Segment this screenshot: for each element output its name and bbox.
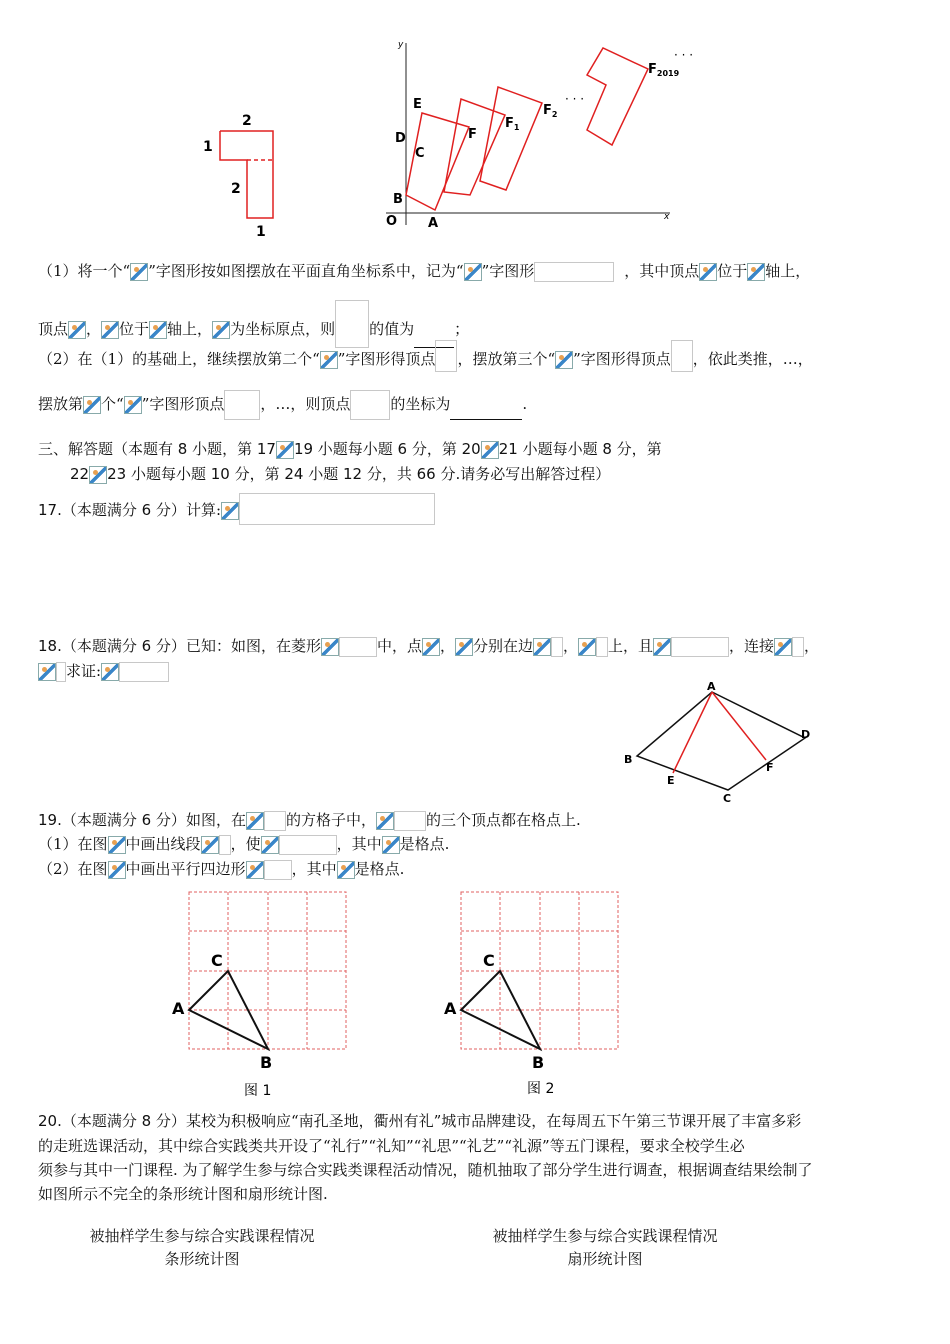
q16-line1: （1）将一个“ ”字图形按如图摆放在平面直角坐标系中，记为“ ”字图形 ，其中顶点 位于 轴上， [38, 262, 811, 280]
formula-box [56, 662, 66, 682]
dots-1: · · · [565, 92, 585, 106]
formula-box [534, 262, 614, 282]
image-icon [747, 263, 765, 281]
section3-header-line1: 三、解答题（本题有 8 小题，第 17 19 小题每小题 6 分，第 20 21 小题每小题 8 分，第 [38, 440, 662, 458]
shape-label-top: 2 [242, 113, 252, 129]
image-icon [246, 812, 264, 830]
image-icon [578, 638, 596, 656]
dots-2: · · · [674, 48, 694, 62]
label-B: B [393, 192, 403, 207]
image-icon [108, 836, 126, 854]
formula-box [219, 835, 231, 855]
image-icon [83, 396, 101, 414]
image-icon [337, 861, 355, 879]
q17: 17.（本题满分 6 分）计算: [38, 493, 435, 525]
section3-header-line2: 22 23 小题每小题 10 分，第 24 小题 12 分，共 66 分.请务必写出解答过程） [70, 465, 611, 483]
formula-box [119, 662, 169, 682]
rhombus-label-B: B [624, 753, 633, 766]
formula-box [394, 811, 426, 831]
label-origin: O [386, 214, 398, 229]
q16-line3: （2）在（1）的基础上，继续摆放第二个“ ”字图形得顶点 ，摆放第三个“ ”字图形得顶点 ，依此类推，…， [38, 340, 813, 372]
image-icon [89, 466, 107, 484]
q19-line1: 19.（本题满分 6 分）如图，在 的方格子中， 的三个顶点都在格点上. [38, 811, 581, 829]
axis-y-label: y [398, 40, 404, 50]
label-F1: $F_1$ [505, 116, 520, 132]
q18-line1: 18.（本题满分 6 分）已知：如图，在菱形 中，点 ， 分别在边 ， 上，且 ，连接 ， [38, 637, 820, 655]
image-icon [774, 638, 792, 656]
rhombus-label-E: E [667, 774, 675, 787]
q16-line2: 顶点 ， 位于 轴上， 为坐标原点，则 的值为 ； [38, 300, 469, 348]
label-C: C [415, 146, 425, 161]
q19-line2: （1）在图 中画出线段 ，使 ，其中 是格点. [38, 835, 450, 853]
image-icon [276, 441, 294, 459]
grid2-label-A: A [444, 999, 457, 1018]
seven-shape-figure [195, 105, 285, 240]
q20-line3: 须参与其中一门课程. 为了解学生参与综合实践类课程活动情况，随机抽取了部分学生进行调查，根据调查结果绘制了 [38, 1161, 813, 1179]
image-icon [101, 321, 119, 339]
image-icon [320, 351, 338, 369]
formula-box [339, 637, 377, 657]
rhombus-figure [615, 680, 825, 810]
shape-label-mid: 2 [231, 181, 241, 197]
grid1-label-C: C [211, 951, 223, 970]
grid2-label-B: B [532, 1053, 545, 1072]
coordinate-figure [380, 35, 710, 235]
rhombus-label-D: D [801, 728, 811, 741]
image-icon [246, 861, 264, 879]
image-icon [555, 351, 573, 369]
seven-shape-2019 [587, 48, 648, 145]
image-icon [455, 638, 473, 656]
image-icon [376, 812, 394, 830]
q16-line4: 摆放第 个“ ”字图形顶点 ，…，则顶点 的坐标为 . [38, 390, 527, 420]
formula-box [671, 340, 693, 372]
image-icon [382, 836, 400, 854]
q18-line2: 求证: [38, 661, 169, 682]
seven-shape-2 [444, 99, 505, 195]
label-F: F [468, 127, 477, 142]
rhombus-label-C: C [723, 792, 732, 805]
q20-line2: 的走班选课活动，其中综合实践类共开设了“礼行”“礼知”“礼思”“礼艺”“礼源”等五门课程，要求全校学生必 [38, 1137, 745, 1155]
image-icon [464, 263, 482, 281]
formula-box [264, 860, 292, 880]
axis-x-label: x [664, 212, 670, 222]
image-icon [101, 663, 119, 681]
formula-box [264, 811, 286, 831]
formula-box [671, 637, 729, 657]
grid1-caption: 图 1 [244, 1083, 272, 1099]
label-A: A [428, 216, 439, 231]
label-F2: $F_2$ [543, 103, 558, 119]
rhombus-label-F: F [766, 761, 774, 774]
image-icon [221, 502, 239, 520]
image-icon [212, 321, 230, 339]
image-icon [699, 263, 717, 281]
image-icon [422, 638, 440, 656]
grid-figure-1 [165, 885, 360, 1105]
formula-box [239, 493, 435, 525]
seven-shape-3 [480, 87, 542, 190]
image-icon [108, 861, 126, 879]
image-icon [38, 663, 56, 681]
shape-label-bottom: 1 [256, 224, 266, 240]
formula-box [279, 835, 337, 855]
grid-figure-2 [437, 885, 632, 1105]
image-icon [149, 321, 167, 339]
image-icon [124, 396, 142, 414]
q20-line1: 20.（本题满分 8 分）某校为积极响应“南孔圣地，衢州有礼”城市品牌建设，在每周五下午第三节课开展了丰富多彩 [38, 1112, 802, 1130]
image-icon [68, 321, 86, 339]
shape-label-left: 1 [203, 139, 213, 155]
grid1-label-A: A [172, 999, 185, 1018]
grid1-label-B: B [260, 1053, 273, 1072]
label-E: E [413, 97, 422, 112]
image-icon [321, 638, 339, 656]
formula-box [792, 637, 804, 657]
bar-chart-title: 被抽样学生参与综合实践课程情况 条形统计图 [89, 1227, 315, 1268]
formula-box [435, 340, 457, 372]
image-icon [261, 836, 279, 854]
image-icon [653, 638, 671, 656]
pie-chart-title: 被抽样学生参与综合实践课程情况 扇形统计图 [492, 1227, 718, 1268]
seven-shape-1 [406, 113, 469, 210]
image-icon [533, 638, 551, 656]
q19-line3: （2）在图 中画出平行四边形 ，其中 是格点. [38, 860, 405, 878]
formula-box [350, 390, 390, 420]
grid2-label-C: C [483, 951, 495, 970]
rhombus-label-A: A [707, 680, 716, 693]
image-icon [481, 441, 499, 459]
formula-box [596, 637, 608, 657]
image-icon [201, 836, 219, 854]
q20-line4: 如图所示不完全的条形统计图和扇形统计图. [38, 1185, 328, 1203]
label-D: D [395, 131, 406, 146]
image-icon [130, 263, 148, 281]
answer-blank[interactable] [450, 419, 522, 420]
formula-box [551, 637, 563, 657]
formula-box [224, 390, 260, 420]
grid2-caption: 图 2 [527, 1081, 555, 1097]
label-F2019: $F_{2019}$ [648, 62, 680, 78]
